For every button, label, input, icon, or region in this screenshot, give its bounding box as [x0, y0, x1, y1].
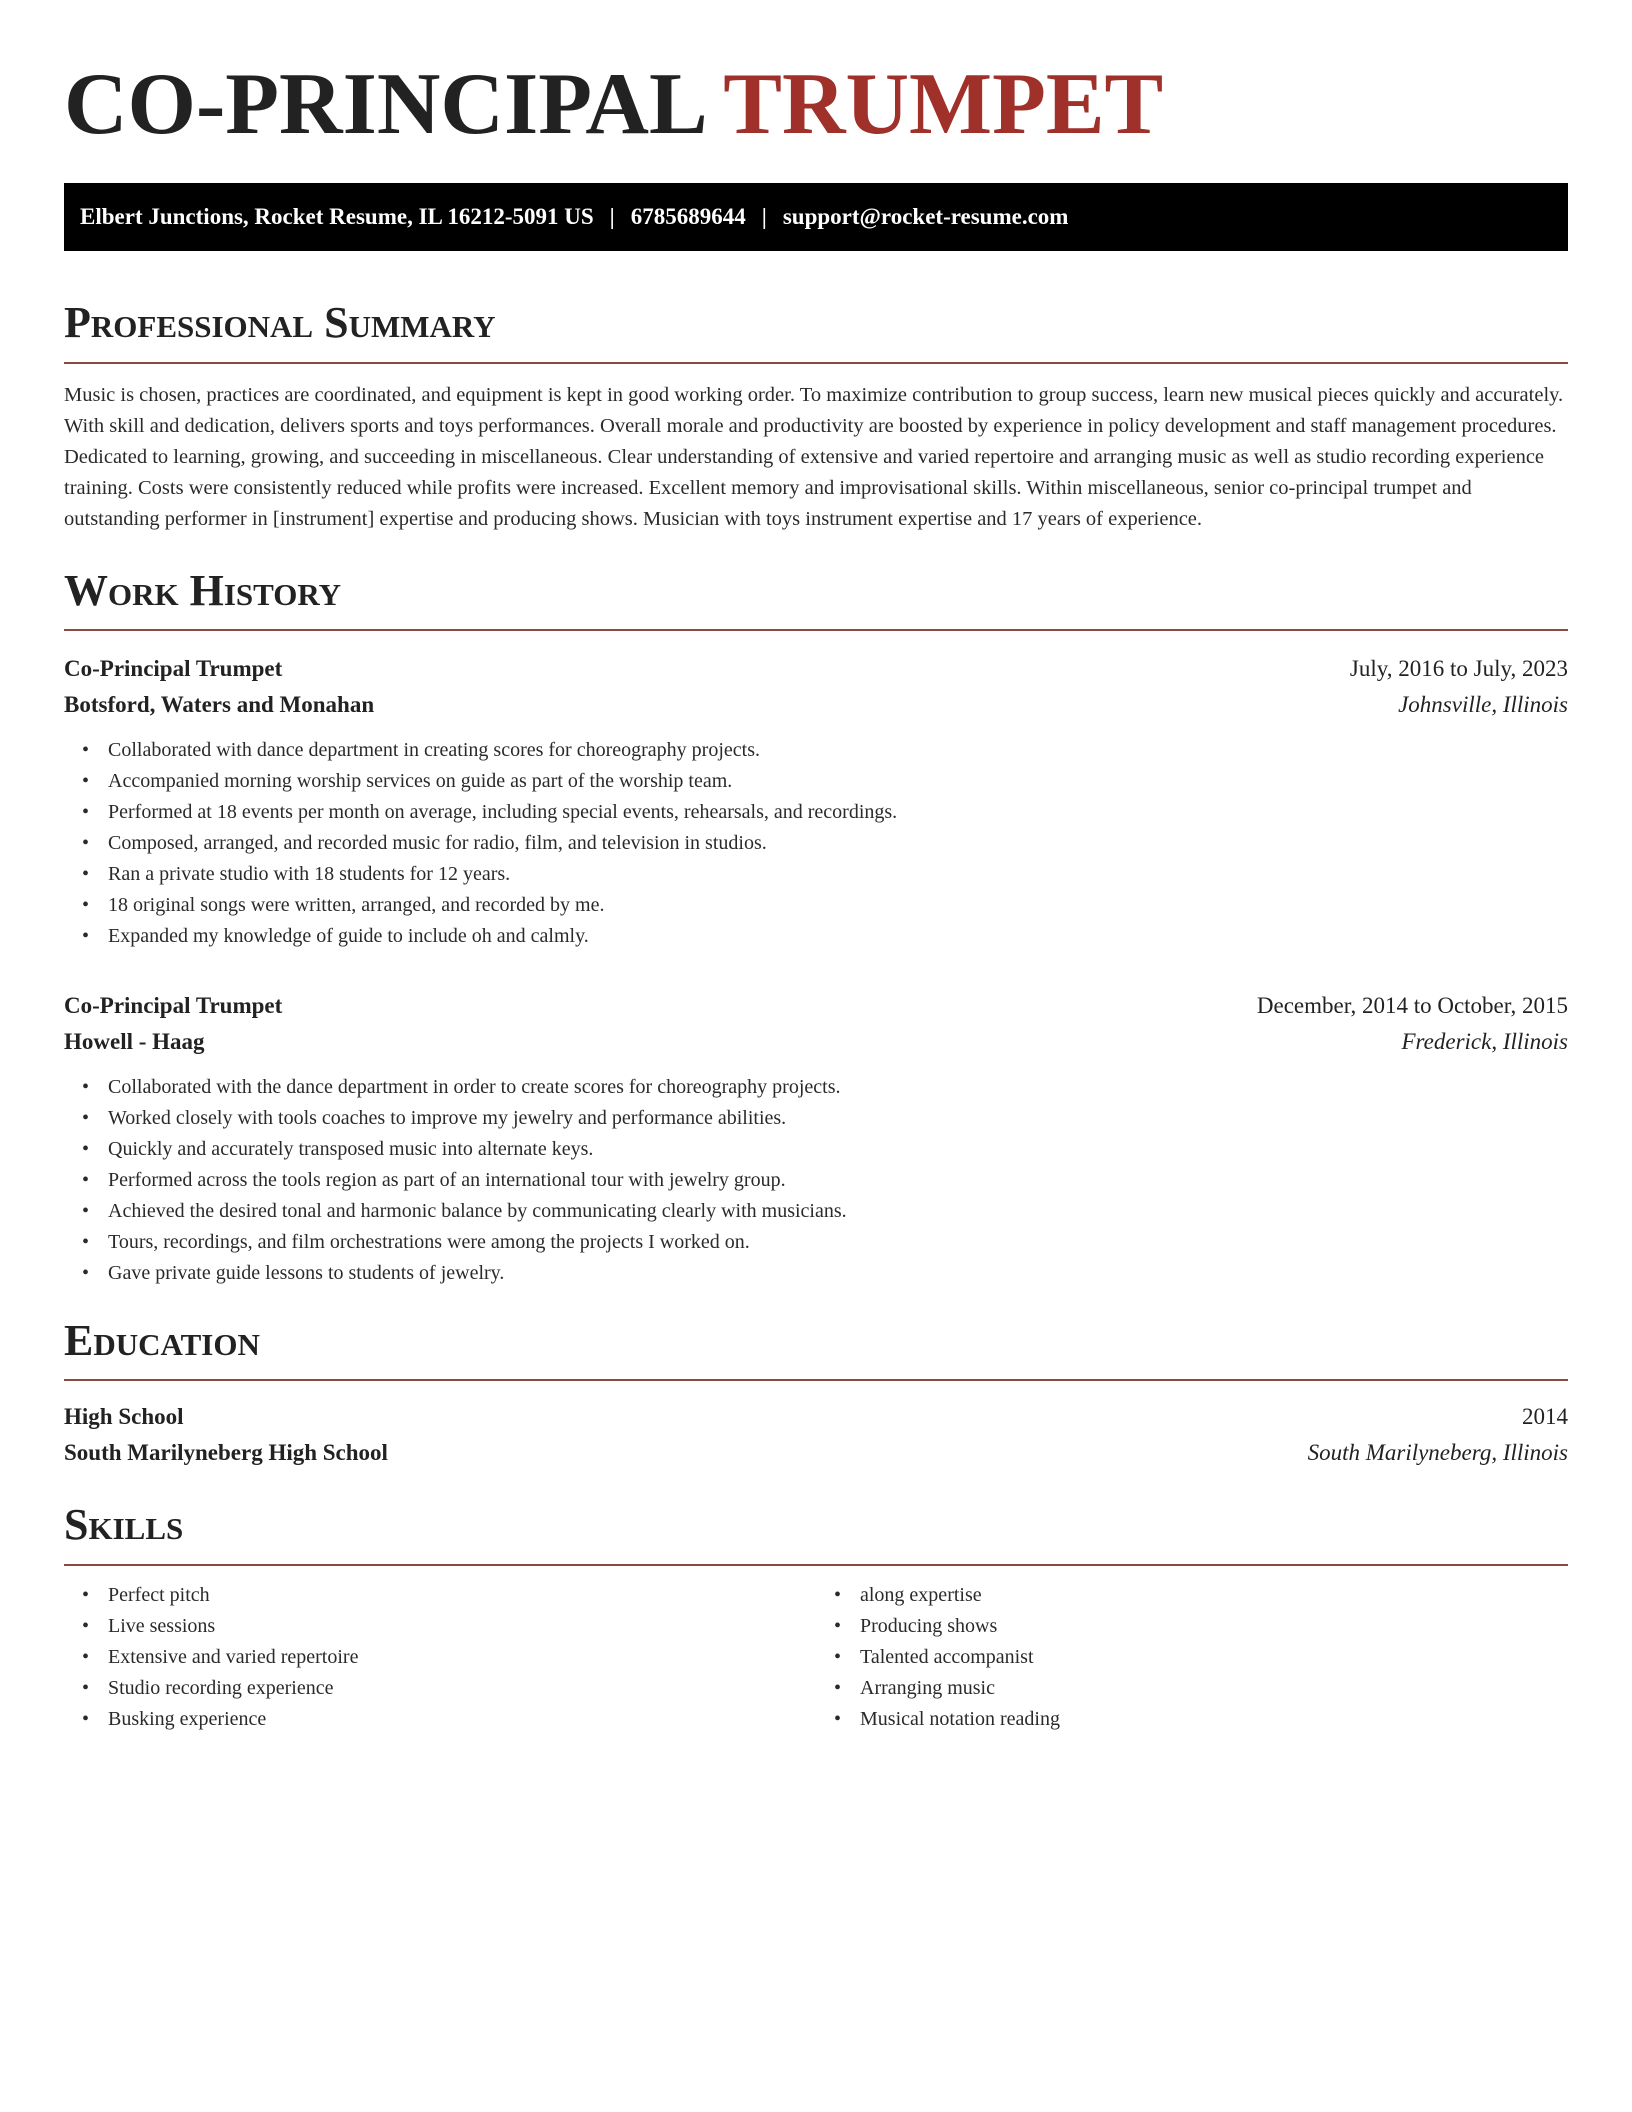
section-divider — [64, 362, 1568, 364]
section-divider — [64, 629, 1568, 631]
job-company: Botsford, Waters and Monahan — [64, 691, 375, 717]
contact-separator: | — [761, 204, 767, 230]
education-location: South Marilyneberg, Illinois — [1307, 1440, 1568, 1466]
job-bullet: • Collaborated with the dance department in order to create scores for choreography projects. — [108, 1072, 1568, 1103]
skill-item: • along expertise — [860, 1580, 1568, 1611]
section-divider — [64, 1564, 1568, 1566]
job-bullet: • Expanded my knowledge of guide to include oh and calmly. — [108, 921, 1568, 952]
skill-item: • Musical notation reading — [860, 1704, 1568, 1735]
job-dates: July, 2016 to July, 2023 — [1349, 655, 1568, 681]
education-school: South Marilyneberg High School — [64, 1440, 388, 1466]
job-company-row — [64, 687, 1568, 723]
job-bullet: • Achieved the desired tonal and harmonic balance by communicating clearly with musicians. — [108, 1196, 1568, 1227]
contact-separator: | — [609, 204, 615, 230]
job-bullet: • Collaborated with dance department in creating scores for choreography projects. — [108, 735, 1568, 766]
job-bullet: • Performed at 18 events per month on average, including special events, rehearsals, and recordings. — [108, 797, 1568, 828]
education-section — [64, 1317, 1568, 1471]
summary-section — [64, 299, 1568, 534]
contact-bar — [64, 183, 1568, 251]
job-bullet: • Quickly and accurately transposed music into alternate keys. — [108, 1134, 1568, 1165]
summary-text: Music is chosen, practices are coordinated, and equipment is kept in good working order. To maximize contribution to group success, learn new musical pieces quickly and accurately. With skill and dedication, delivers sports and toys performances. Overall morale and productivity are boosted by experience in policy development and staff management procedures. Dedicated to learning, growing, and succeeding in miscellaneous. Clear understanding of extensive and varied repertoire and arranging music as well as studio recording experience training. Costs were consistently reduced while profits were increased. Excellent memory and improvisational skills. Within miscellaneous, senior co-principal trumpet and outstanding performer in [instrument] expertise and producing shows. Musician with toys instrument expertise and 17 years of experience. — [64, 383, 1564, 530]
skills-list-right — [816, 1580, 1568, 1735]
job-bullet: • Composed, arranged, and recorded music for radio, film, and television in studios. — [108, 828, 1568, 859]
education-header-row — [64, 1399, 1568, 1435]
skill-item: • Talented accompanist — [860, 1642, 1568, 1673]
job-dates: December, 2014 to October, 2015 — [1256, 992, 1568, 1018]
skills-heading: Skills — [64, 1500, 184, 1550]
skills-section — [64, 1501, 1568, 1734]
work-history-heading: Work History — [64, 565, 342, 615]
skill-item: • Arranging music — [860, 1673, 1568, 1704]
skills-columns — [64, 1580, 1568, 1735]
job-bullet: • Performed across the tools region as part of an international tour with jewelry group. — [108, 1165, 1568, 1196]
contact-address: Elbert Junctions, Rocket Resume, IL 16212-5091 US — [80, 204, 594, 230]
skill-item: • Producing shows — [860, 1611, 1568, 1642]
job-bullet: • Worked closely with tools coaches to improve my jewelry and performance abilities. — [108, 1103, 1568, 1134]
job-entry — [64, 651, 1568, 952]
work-history-section — [64, 567, 1568, 1289]
job-bullet: • 18 original songs were written, arranged, and recorded by me. — [108, 890, 1568, 921]
job-title: Co-Principal Trumpet — [64, 655, 283, 681]
job-location: Johnsville, Illinois — [1398, 691, 1568, 717]
job-bullet: • Tours, recordings, and film orchestrations were among the projects I worked on. — [108, 1227, 1568, 1258]
job-company: Howell - Haag — [64, 1028, 205, 1054]
job-bullet-list — [64, 1072, 1568, 1289]
skill-item: • Perfect pitch — [108, 1580, 816, 1611]
job-header-row — [64, 651, 1568, 687]
skill-item: • Busking experience — [108, 1704, 816, 1735]
skills-column-left — [64, 1580, 816, 1735]
job-title: Co-Principal Trumpet — [64, 992, 283, 1018]
education-degree: High School — [64, 1404, 184, 1430]
job-bullet: • Ran a private studio with 18 students for 12 years. — [108, 859, 1568, 890]
skill-item: • Live sessions — [108, 1611, 816, 1642]
job-location: Frederick, Illinois — [1401, 1028, 1568, 1054]
section-divider — [64, 1379, 1568, 1381]
job-bullet: • Accompanied morning worship services on guide as part of the worship team. — [108, 766, 1568, 797]
skills-list-left — [64, 1580, 816, 1735]
education-entry — [64, 1399, 1568, 1471]
job-header-row — [64, 988, 1568, 1024]
contact-phone: 6785689644 — [630, 204, 746, 230]
job-bullet-list — [64, 735, 1568, 952]
contact-email: support@rocket-resume.com — [782, 204, 1069, 230]
title-first-word: CO-PRINCIPAL — [64, 56, 703, 153]
skills-column-right — [816, 1580, 1568, 1735]
skill-item: • Extensive and varied repertoire — [108, 1642, 816, 1673]
education-year: 2014 — [1522, 1404, 1568, 1430]
resume-title — [64, 54, 1568, 155]
title-last-word: TRUMPET — [723, 56, 1164, 153]
job-bullet: • Gave private guide lessons to students of jewelry. — [108, 1258, 1568, 1289]
education-heading: Education — [64, 1315, 260, 1365]
skill-item: • Studio recording experience — [108, 1673, 816, 1704]
job-entry — [64, 988, 1568, 1289]
education-school-row — [64, 1435, 1568, 1471]
summary-heading: Professional Summary — [64, 298, 496, 348]
job-company-row — [64, 1024, 1568, 1060]
